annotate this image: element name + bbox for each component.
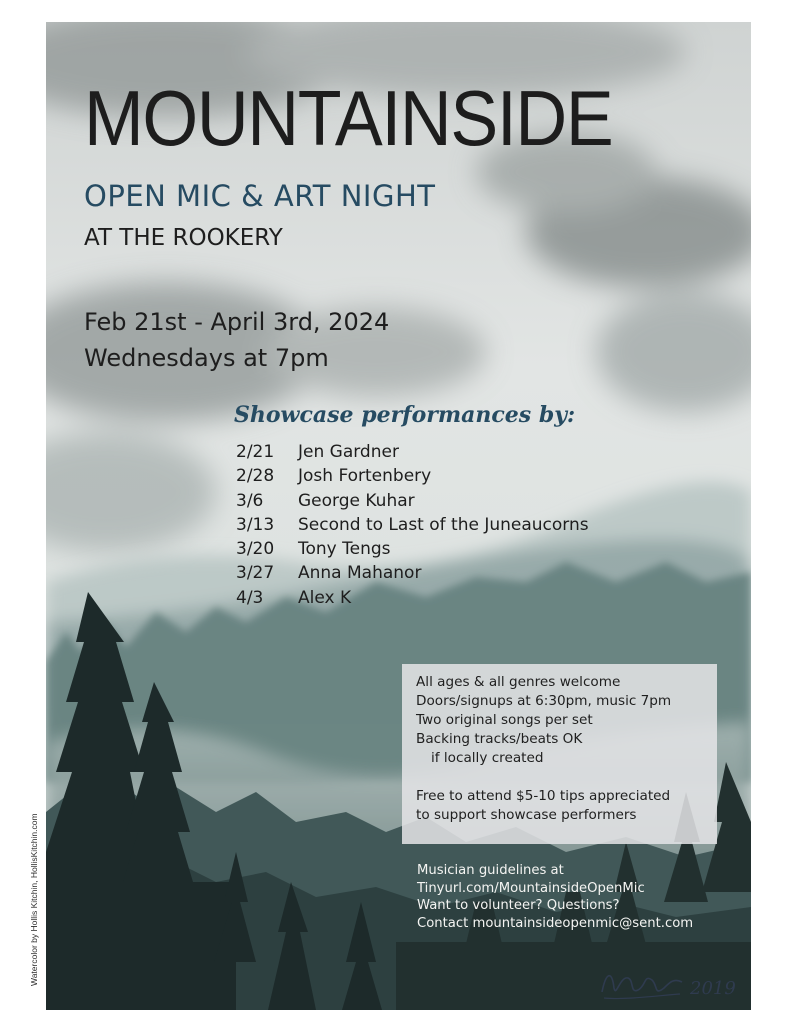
date-range: Feb 21st - April 3rd, 2024 xyxy=(84,308,390,336)
poster xyxy=(46,22,751,1010)
list-item xyxy=(236,513,589,537)
signature-year: 2019 xyxy=(690,978,736,999)
info-line: Doors/signups at 6:30pm, music 7pm xyxy=(416,693,672,709)
performer-name: Tony Tengs xyxy=(298,539,391,560)
info-line: to support showcase performers xyxy=(416,807,637,823)
info-line: All ages & all genres welcome xyxy=(416,674,621,690)
performance-date: 3/27 xyxy=(236,563,275,584)
showcase-list xyxy=(236,440,589,610)
list-item xyxy=(236,561,589,585)
contact-email: Contact mountainsideopenmic@sent.com xyxy=(417,915,694,931)
event-subtitle: OPEN MIC & ART NIGHT xyxy=(84,179,436,213)
list-item xyxy=(236,537,589,561)
performance-date: 3/20 xyxy=(236,539,275,560)
weekly-schedule: Wednesdays at 7pm xyxy=(84,344,329,372)
contact-line: Want to volunteer? Questions? xyxy=(417,898,620,914)
info-line: if locally created xyxy=(431,750,544,766)
venue-name: AT THE ROOKERY xyxy=(84,225,283,251)
artist-credit: Watercolor by Hollis Kitchin, HollisKitchin.com xyxy=(29,813,39,986)
event-dates xyxy=(84,304,389,376)
performance-date: 2/21 xyxy=(236,442,275,462)
performer-name: Second to Last of the Juneaucorns xyxy=(298,514,589,535)
performer-name: Jen Gardner xyxy=(298,442,399,462)
performer-name: George Kuhar xyxy=(298,490,415,511)
contact-block xyxy=(417,862,693,932)
info-box xyxy=(402,664,717,844)
list-item xyxy=(236,440,589,464)
performer-name: Josh Fortenbery xyxy=(298,466,432,487)
event-title: MOUNTAINSIDE xyxy=(84,74,613,162)
performance-date: 3/13 xyxy=(236,514,275,535)
performer-name: Alex K xyxy=(298,587,352,608)
list-item xyxy=(236,489,589,513)
info-spacer xyxy=(416,768,705,787)
list-item xyxy=(236,464,589,488)
info-line: Two original songs per set xyxy=(416,712,593,728)
performance-date: 3/6 xyxy=(236,490,264,511)
artist-signature xyxy=(594,962,744,1004)
info-line: Backing tracks/beats OK xyxy=(416,731,583,747)
showcase-heading: Showcase performances by: xyxy=(234,402,576,428)
list-item xyxy=(236,586,589,610)
performance-date: 4/3 xyxy=(236,587,264,608)
guidelines-link: Tinyurl.com/MountainsideOpenMic xyxy=(417,880,645,896)
contact-line: Musician guidelines at xyxy=(417,863,564,878)
performer-name: Anna Mahanor xyxy=(298,563,422,584)
info-line: Free to attend $5-10 tips appreciated xyxy=(416,788,671,804)
performance-date: 2/28 xyxy=(236,466,275,487)
